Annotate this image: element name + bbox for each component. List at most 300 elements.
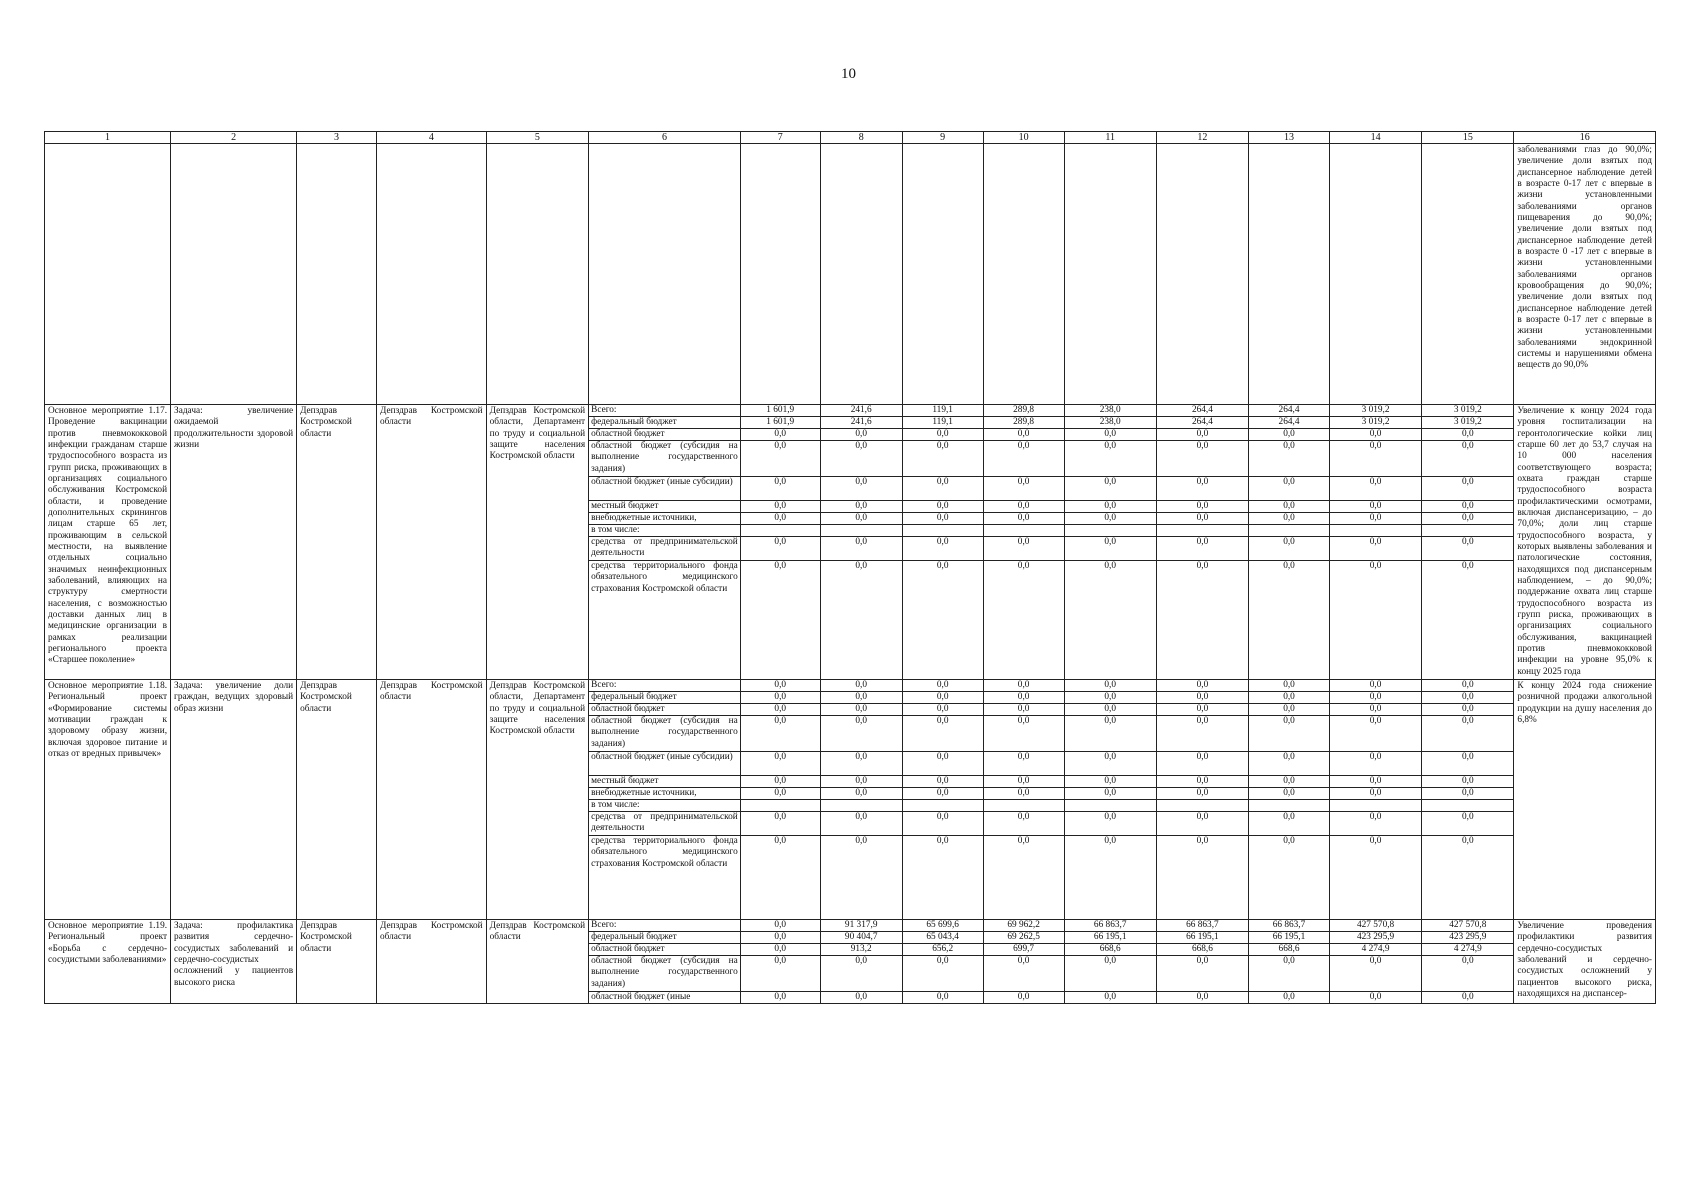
funding-source-label: местный бюджет (589, 776, 740, 788)
amount-value: 0,0 (1157, 812, 1248, 836)
funding-source-label: областной бюджет (иные субсидии) (589, 477, 740, 501)
funding-source-label: областной бюджет (589, 704, 740, 716)
amount-value: 656,2 (903, 944, 983, 956)
amount-value: 0,0 (1104, 835, 1117, 846)
amount-value: 0,0 (1249, 776, 1329, 788)
participants: Депздрав Костромской области, Департамент по труду и социальной защите населения Костромской области (486, 679, 588, 919)
amount-value: 0,0 (1249, 441, 1329, 477)
funding-source-label: местный бюджет (589, 501, 740, 513)
amount-value: 0,0 (1065, 692, 1156, 704)
amount-value: 0,0 (1065, 812, 1156, 836)
amount-value: 0,0 (1330, 429, 1421, 441)
amount-value: 0,0 (984, 429, 1064, 441)
amount-value: 0,0 (1249, 788, 1329, 800)
amount-value: 119,1 (903, 405, 983, 417)
amount-value: 264,4 (1157, 405, 1248, 417)
amount-value: 0,0 (1422, 776, 1513, 788)
amount-value (1157, 525, 1248, 537)
amount-value: 0,0 (1157, 716, 1248, 752)
funding-source-label: областной бюджет (субсидия на выполнение государственного задания) (589, 441, 740, 477)
amount-value: 0,0 (984, 513, 1064, 525)
amount-value: 0,0 (1249, 692, 1329, 704)
amount-column-8 (820, 405, 902, 680)
amount-value: 0,0 (984, 680, 1064, 692)
amount-value: 0,0 (1065, 776, 1156, 788)
column-header-3: 3 (297, 132, 377, 144)
amount-value: 0,0 (1422, 788, 1513, 800)
amount-value: 0,0 (1330, 812, 1421, 836)
amount-value: 0,0 (1422, 477, 1513, 501)
funding-sources (589, 679, 741, 919)
amount-value: 0,0 (1462, 835, 1474, 846)
amount-value: 0,0 (1330, 537, 1421, 561)
amount-value: 0,0 (1065, 680, 1156, 692)
amount-column-12 (1156, 919, 1248, 1003)
amount-value: 0,0 (821, 429, 902, 441)
amount-value: 3 019,2 (1422, 405, 1513, 417)
amount-value: 0,0 (741, 812, 820, 836)
column-header-2: 2 (171, 132, 297, 144)
amount-column-13 (1249, 919, 1330, 1003)
amount-value: 0,0 (984, 537, 1064, 561)
amount-column-11 (1064, 919, 1156, 1003)
amount-column-13 (1249, 679, 1330, 919)
amount-value: 289,8 (984, 417, 1064, 429)
activity-name: Основное мероприятие 1.19. Региональный проект «Борьба с сердечно-сосудистыми заболеваниями» (45, 919, 171, 1003)
page-number: 10 (841, 66, 856, 82)
amount-value: 0,0 (1065, 716, 1156, 752)
amount-value (1157, 800, 1248, 812)
amount-value: 0,0 (1017, 561, 1030, 571)
amount-value: 0,0 (1422, 956, 1513, 992)
amount-value (741, 800, 820, 812)
amount-value: 0,0 (984, 704, 1064, 716)
amount-value: 0,0 (903, 788, 983, 800)
amount-value: 0,0 (903, 716, 983, 752)
amount-value: 668,6 (1157, 944, 1248, 956)
amount-value: 69 262,5 (984, 932, 1064, 944)
amount-value: 0,0 (1196, 561, 1209, 571)
amount-value: 0,0 (855, 561, 867, 571)
amount-value: 0,0 (1422, 501, 1513, 513)
amount-value: 0,0 (903, 752, 983, 776)
amount-value: 0,0 (1065, 513, 1156, 525)
amount-value: 0,0 (1157, 704, 1248, 716)
amount-value: 0,0 (903, 812, 983, 836)
amount-value: 0,0 (741, 956, 820, 992)
empty-cell (1329, 144, 1421, 405)
amount-value: 0,0 (1249, 513, 1329, 525)
funding-source-label: внебюджетные источники, (589, 513, 740, 525)
amount-value: 3 019,2 (1422, 417, 1513, 429)
amount-value: 0,0 (741, 704, 820, 716)
amount-value: 0,0 (1330, 704, 1421, 716)
funding-source-label: в том числе: (589, 800, 740, 812)
amount-value: 0,0 (1065, 441, 1156, 477)
amount-value: 264,4 (1249, 405, 1329, 417)
amount-value (903, 525, 983, 537)
table-row (45, 405, 1656, 680)
amount-column-14 (1329, 405, 1421, 680)
amount-value: 0,0 (1065, 477, 1156, 501)
column-header-16: 16 (1514, 132, 1656, 144)
amount-value: 0,0 (741, 716, 820, 752)
amount-value: 0,0 (984, 477, 1064, 501)
amount-value: 0,0 (821, 537, 902, 561)
coexecutor: Депздрав Костромской области (377, 405, 487, 680)
amount-value: 0,0 (1196, 835, 1209, 846)
funding-source-label: Всего: (589, 405, 740, 417)
amount-value: 66 195,1 (1065, 932, 1156, 944)
empty-cell (820, 144, 902, 405)
column-header-11: 11 (1064, 132, 1156, 144)
amount-value: 1 601,9 (741, 405, 820, 417)
amount-value: 0,0 (1369, 835, 1382, 846)
amount-value: 0,0 (1283, 561, 1295, 571)
column-header-15: 15 (1422, 132, 1514, 144)
amount-value: 0,0 (1249, 752, 1329, 776)
coexecutor: Депздрав Костромской области (377, 679, 487, 919)
amount-column-11 (1064, 405, 1156, 680)
amount-value: 0,0 (741, 776, 820, 788)
empty-cell (377, 144, 487, 405)
amount-value: 0,0 (1422, 680, 1513, 692)
column-header-5: 5 (486, 132, 588, 144)
amount-column-12 (1156, 405, 1248, 680)
column-header-8: 8 (820, 132, 902, 144)
amount-column-15 (1422, 919, 1514, 1003)
amount-column-8 (820, 679, 902, 919)
amount-value: 913,2 (821, 944, 902, 956)
funding-source-label: областной бюджет (иные субсидии) (589, 752, 740, 776)
amount-value: 0,0 (821, 788, 902, 800)
amount-value: 427 570,8 (1422, 920, 1513, 932)
amount-value: 0,0 (1065, 704, 1156, 716)
amount-value: 65 043,4 (903, 932, 983, 944)
task-description: Задача: профилактика развития сердечно-сосудистых заболеваний и сердечно-сосудистых осложнений у пациентов высокого риска (171, 919, 297, 1003)
participants: Депздрав Костромской области, Департамент по труду и социальной защите населения Костромской области (486, 405, 588, 680)
amount-value: 0,0 (1422, 704, 1513, 716)
amount-value: 0,0 (1249, 704, 1329, 716)
amount-value: 0,0 (1157, 441, 1248, 477)
amount-value: 0,0 (821, 776, 902, 788)
empty-cell (1064, 144, 1156, 405)
amount-value: 1 601,9 (741, 417, 820, 429)
task-description: Задача: увеличение доли граждан, ведущих здоровый образ жизни (171, 679, 297, 919)
column-header-7: 7 (740, 132, 820, 144)
amount-value: 0,0 (984, 716, 1064, 752)
amount-value (1249, 525, 1329, 537)
amount-value: 0,0 (1104, 991, 1117, 1002)
empty-cell (171, 144, 297, 405)
amount-value: 0,0 (741, 944, 820, 956)
amount-value (1422, 525, 1513, 537)
amount-value: 0,0 (1157, 680, 1248, 692)
table-row-continuation (45, 144, 1656, 405)
header-row (45, 132, 1656, 144)
amount-value: 90 404,7 (821, 932, 902, 944)
amount-column-9 (902, 405, 983, 680)
amount-value: 0,0 (1249, 477, 1329, 501)
amount-value: 0,0 (1249, 956, 1329, 992)
funding-source-label: областной бюджет (субсидия на выполнение государственного задания) (589, 716, 740, 752)
amount-value: 0,0 (903, 537, 983, 561)
amount-value: 0,0 (936, 991, 949, 1002)
amount-value: 0,0 (741, 788, 820, 800)
amount-value: 289,8 (984, 405, 1064, 417)
amount-value: 0,0 (1065, 788, 1156, 800)
amount-value: 0,0 (1422, 441, 1513, 477)
amount-column-12 (1156, 679, 1248, 919)
amount-value (821, 800, 902, 812)
empty-cell (486, 144, 588, 405)
amount-value: 0,0 (1157, 752, 1248, 776)
funding-source-label: федеральный бюджет (589, 417, 740, 429)
amount-value (741, 525, 820, 537)
activity-name: Основное мероприятие 1.17. Проведение вакцинации против пневмококковой инфекции гражданам старше трудоспособного возраста из групп риска, проживающих в организациях социального обслуживания Костромской области, и проведение дополнительных скринингов лицам старше 65 лет, проживающим в сельской местности, на выявление отдельных социально значимых неинфекционных заболеваний, влияющих на структуру смертности населения, с возможностью доставки данных лиц в медицинские организации в рамках реализации регионального проекта «Старшее поколение» (45, 405, 171, 680)
amount-value: 0,0 (1065, 429, 1156, 441)
amount-value: 238,0 (1065, 417, 1156, 429)
amount-column-13 (1249, 405, 1330, 680)
amount-value: 0,0 (741, 477, 820, 501)
amount-value (1249, 800, 1329, 812)
amount-value: 241,6 (821, 417, 902, 429)
funding-source-label: средства территориального фонда обязательного медицинского страхования Костромской области (591, 561, 738, 594)
amount-value: 0,0 (741, 692, 820, 704)
amount-value: 4 274,9 (1422, 944, 1513, 956)
amount-value: 66 195,1 (1249, 932, 1329, 944)
amount-value: 66 195,1 (1157, 932, 1248, 944)
amount-value (984, 800, 1064, 812)
amount-value: 69 962,2 (984, 920, 1064, 932)
amount-value: 0,0 (741, 537, 820, 561)
amount-value (1422, 800, 1513, 812)
empty-cell (983, 144, 1064, 405)
amount-value: 91 317,9 (821, 920, 902, 932)
amount-column-10 (983, 405, 1064, 680)
amount-value: 0,0 (984, 812, 1064, 836)
empty-cell (589, 144, 741, 405)
amount-value: 0,0 (903, 429, 983, 441)
amount-value: 668,6 (1249, 944, 1329, 956)
amount-value: 119,1 (903, 417, 983, 429)
amount-value: 0,0 (903, 704, 983, 716)
amount-value: 0,0 (903, 513, 983, 525)
amount-value: 0,0 (903, 501, 983, 513)
amount-column-7 (740, 919, 820, 1003)
funding-source-label: средства от предпринимательской деятельности (589, 537, 740, 561)
amount-column-15 (1422, 405, 1514, 680)
participants: Депздрав Костромской области (486, 919, 588, 1003)
amount-value: 0,0 (1249, 501, 1329, 513)
expected-result: К концу 2024 года снижение розничной продажи алкогольной продукции на душу населения до 6,8% (1514, 679, 1656, 919)
responsible-executor: Депздрав Костромской области (297, 405, 377, 680)
amount-column-7 (740, 679, 820, 919)
amount-value: 0,0 (1065, 752, 1156, 776)
amount-value: 0,0 (1330, 716, 1421, 752)
table-row (45, 919, 1656, 1003)
amount-column-7 (740, 405, 820, 680)
amount-value: 0,0 (984, 692, 1064, 704)
amount-value: 0,0 (821, 752, 902, 776)
amount-value: 4 274,9 (1330, 944, 1421, 956)
amount-value: 0,0 (1422, 429, 1513, 441)
amount-value: 0,0 (1196, 991, 1209, 1002)
amount-value: 0,0 (1330, 477, 1421, 501)
column-header-1: 1 (45, 132, 171, 144)
amount-value: 0,0 (1065, 501, 1156, 513)
expected-result: Увеличение проведения профилактики развития сердечно-сосудистых заболеваний и сердечно-сосудистых осложнений у пациентов высокого риска, находящихся на диспансер- (1514, 919, 1656, 1003)
funding-source-label: Всего: (589, 680, 740, 692)
amount-value: 0,0 (903, 477, 983, 501)
amount-value: 0,0 (1422, 812, 1513, 836)
amount-value: 0,0 (821, 716, 902, 752)
amount-value: 66 863,7 (1157, 920, 1248, 932)
amount-value: 0,0 (903, 956, 983, 992)
amount-value: 668,6 (1065, 944, 1156, 956)
amount-value: 0,0 (1249, 680, 1329, 692)
column-header-13: 13 (1249, 132, 1330, 144)
empty-cell (297, 144, 377, 405)
amount-value: 241,6 (821, 405, 902, 417)
funding-source-label: областной бюджет (589, 944, 740, 956)
amount-value: 0,0 (774, 561, 787, 571)
column-header-10: 10 (983, 132, 1064, 144)
funding-source-label: Всего: (589, 920, 740, 932)
amount-value: 0,0 (903, 692, 983, 704)
amount-value: 0,0 (1065, 956, 1156, 992)
funding-sources (589, 919, 741, 1003)
amount-value: 0,0 (984, 788, 1064, 800)
empty-cell (902, 144, 983, 405)
amount-value: 0,0 (1330, 752, 1421, 776)
amount-value: 0,0 (821, 704, 902, 716)
amount-column-9 (902, 919, 983, 1003)
funding-source-label: средства территориального фонда обязательного медицинского страхования Костромской области (591, 835, 738, 869)
amount-value: 0,0 (903, 776, 983, 788)
funding-source-label: федеральный бюджет (589, 692, 740, 704)
amount-value: 0,0 (1157, 956, 1248, 992)
amount-value: 0,0 (984, 776, 1064, 788)
amount-value: 66 863,7 (1249, 920, 1329, 932)
amount-value: 0,0 (774, 991, 787, 1002)
amount-value: 0,0 (1157, 692, 1248, 704)
column-header-14: 14 (1329, 132, 1421, 144)
funding-source-label: федеральный бюджет (589, 932, 740, 944)
amount-value: 0,0 (1017, 835, 1030, 846)
amount-value: 0,0 (936, 835, 949, 846)
column-header-6: 6 (589, 132, 741, 144)
amount-value (1065, 525, 1156, 537)
funding-source-label: областной бюджет (иные (591, 991, 691, 1002)
amount-value (1065, 800, 1156, 812)
budget-table (44, 131, 1656, 1004)
amount-column-11 (1064, 679, 1156, 919)
amount-value: 0,0 (1330, 441, 1421, 477)
amount-value: 0,0 (855, 991, 867, 1002)
responsible-executor: Депздрав Костромской области (297, 919, 377, 1003)
amount-value: 0,0 (1017, 991, 1030, 1002)
amount-column-8 (820, 919, 902, 1003)
amount-value: 0,0 (903, 680, 983, 692)
amount-column-10 (983, 679, 1064, 919)
amount-value: 0,0 (1369, 561, 1382, 571)
funding-sources (589, 405, 741, 680)
amount-value (984, 525, 1064, 537)
funding-source-label: областной бюджет (субсидия на выполнение государственного задания) (589, 956, 740, 992)
amount-value: 0,0 (1249, 716, 1329, 752)
empty-cell (1422, 144, 1514, 405)
funding-source-label: в том числе: (589, 525, 740, 537)
amount-value: 264,4 (1157, 417, 1248, 429)
amount-value: 0,0 (984, 752, 1064, 776)
amount-value: 0,0 (821, 692, 902, 704)
table-row (45, 679, 1656, 919)
amount-column-15 (1422, 679, 1514, 919)
amount-value: 0,0 (1249, 429, 1329, 441)
amount-value: 65 699,6 (903, 920, 983, 932)
amount-value: 0,0 (774, 835, 787, 846)
amount-value: 0,0 (1104, 561, 1117, 571)
funding-source-label: внебюджетные источники, (589, 788, 740, 800)
activity-name: Основное мероприятие 1.18. Региональный проект «Формирование системы мотивации граждан к здоровому образу жизни, включая здоровое питание и отказ от вредных привычек» (45, 679, 171, 919)
task-description: Задача: увеличение ожидаемой продолжительности здоровой жизни (171, 405, 297, 680)
expected-result: Увеличение к концу 2024 года уровня госпитализации на геронтологические койки лиц старше 60 лет до 53,7 случая на 10 000 населения соответствующего возраста; охвата граждан старше трудоспособного возраста профилактическими осмотрами, включая диспансеризацию, – до 70,0%; доли лиц старше трудоспособного возраста, у которых выявлены заболевания и патологические состояния, находящихся под диспансерным наблюдением, – до 90,0%; поддержание охвата лиц старше трудоспособного возраста из групп риска, проживающих в организациях социального обслуживания, вакцинацией против пневмококковой инфекции на уровне 95,0% к концу 2025 года (1514, 405, 1656, 680)
column-header-12: 12 (1156, 132, 1248, 144)
amount-value: 427 570,8 (1330, 920, 1421, 932)
amount-value: 0,0 (984, 956, 1064, 992)
amount-value: 0,0 (936, 561, 949, 571)
amount-value: 0,0 (821, 441, 902, 477)
amount-value: 0,0 (821, 513, 902, 525)
amount-value: 0,0 (1330, 788, 1421, 800)
amount-value (903, 800, 983, 812)
amount-value: 0,0 (903, 441, 983, 477)
amount-value: 3 019,2 (1330, 405, 1421, 417)
amount-value: 0,0 (741, 513, 820, 525)
amount-column-14 (1329, 679, 1421, 919)
amount-value: 0,0 (741, 920, 820, 932)
empty-cell (1249, 144, 1330, 405)
coexecutor: Депздрав Костромской области (377, 919, 487, 1003)
responsible-executor: Депздрав Костромской области (297, 679, 377, 919)
amount-value: 0,0 (1422, 692, 1513, 704)
amount-value: 0,0 (741, 932, 820, 944)
amount-value: 0,0 (821, 501, 902, 513)
amount-value: 0,0 (1422, 752, 1513, 776)
amount-value: 0,0 (1283, 991, 1295, 1002)
amount-value: 238,0 (1065, 405, 1156, 417)
empty-cell (45, 144, 171, 405)
amount-column-14 (1329, 919, 1421, 1003)
empty-cell (740, 144, 820, 405)
amount-value: 0,0 (1157, 477, 1248, 501)
amount-value: 0,0 (984, 501, 1064, 513)
column-header-4: 4 (377, 132, 487, 144)
amount-value: 0,0 (1330, 513, 1421, 525)
funding-source-label: средства от предпринимательской деятельности (589, 812, 740, 836)
amount-value: 0,0 (1422, 537, 1513, 561)
amount-value: 0,0 (1369, 991, 1382, 1002)
amount-value: 0,0 (984, 441, 1064, 477)
amount-value: 0,0 (1330, 692, 1421, 704)
amount-value: 0,0 (1065, 537, 1156, 561)
amount-value: 0,0 (821, 680, 902, 692)
amount-value: 0,0 (1283, 835, 1295, 846)
amount-value: 66 863,7 (1065, 920, 1156, 932)
amount-value: 0,0 (1462, 991, 1474, 1002)
amount-value: 0,0 (1422, 716, 1513, 752)
